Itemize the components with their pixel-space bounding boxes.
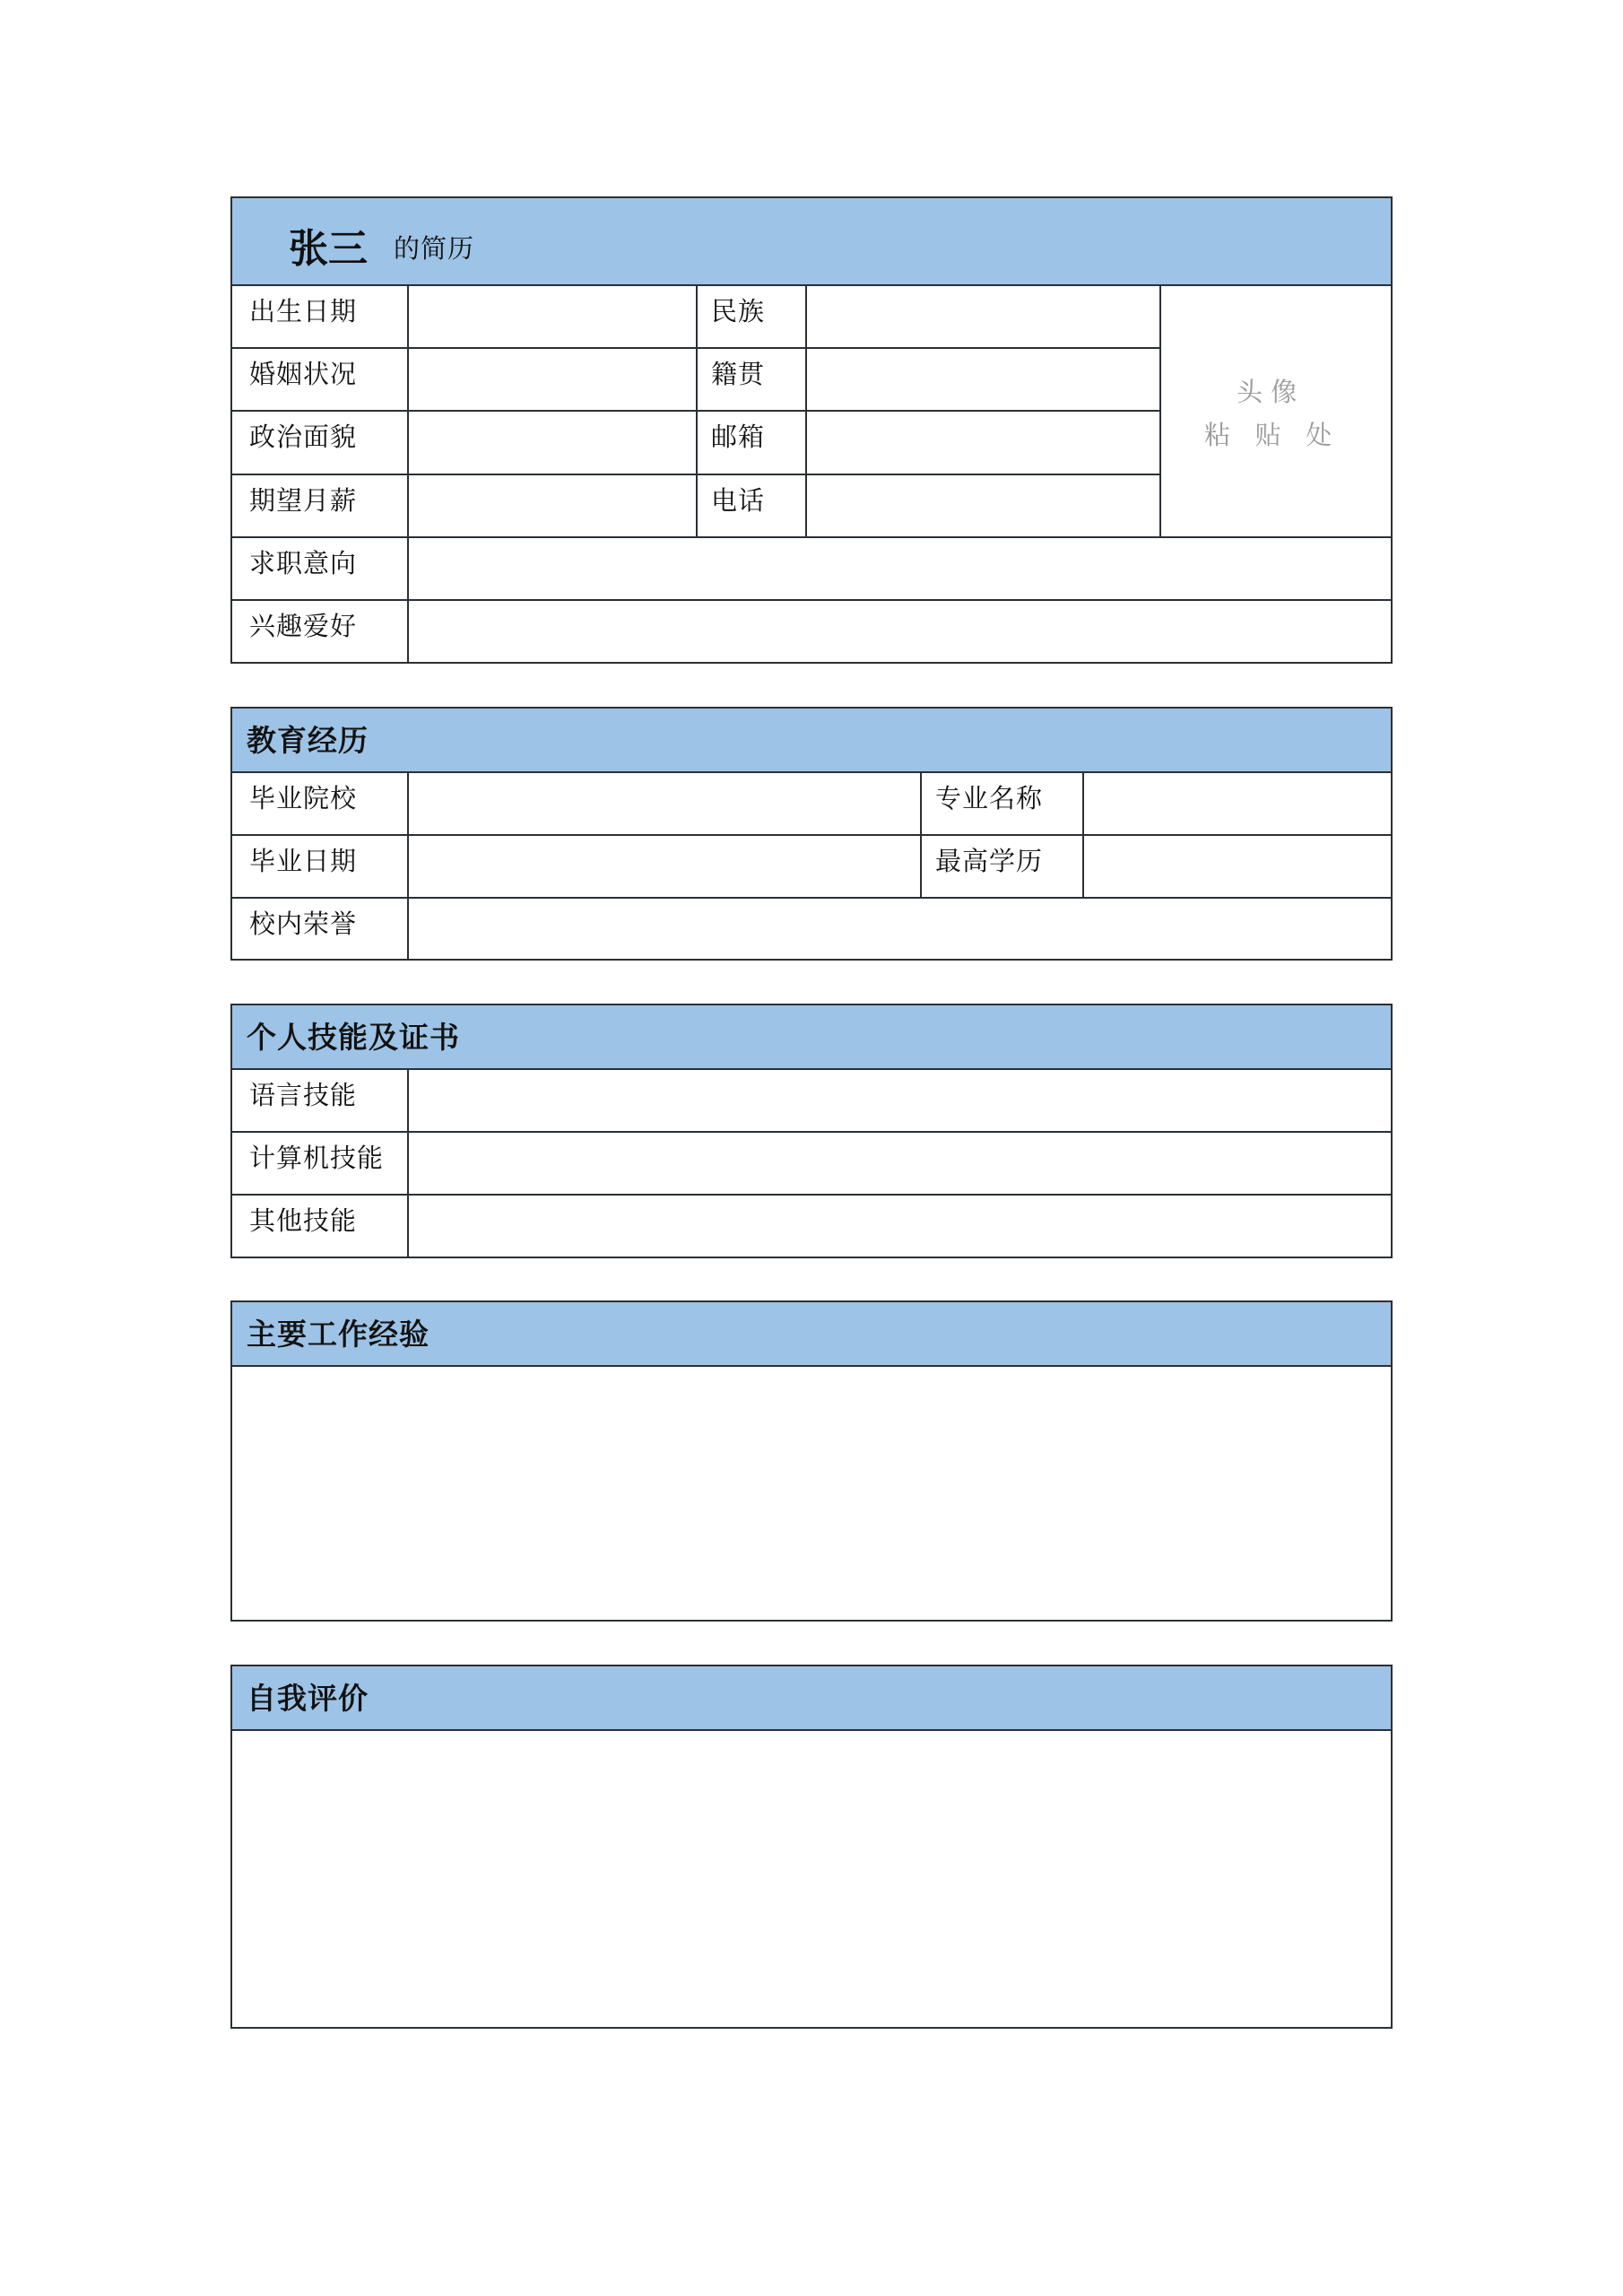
label-job-intention: 求职意向: [249, 548, 358, 578]
resume-title-suffix: 的简历: [394, 233, 475, 264]
photo-placeholder-line1: 头 像: [1237, 377, 1298, 407]
computer-skills-field[interactable]: [409, 1133, 1391, 1194]
graduation-date-field[interactable]: [409, 836, 920, 897]
major-field[interactable]: [1084, 773, 1391, 834]
label-political-status: 政治面貌: [249, 422, 358, 452]
ethnicity-field[interactable]: [807, 286, 1159, 347]
label-graduation-date: 毕业日期: [249, 846, 358, 876]
label-ethnicity: 民族: [711, 296, 766, 326]
label-birth-date: 出生日期: [249, 296, 358, 326]
label-highest-degree: 最高学历: [935, 846, 1044, 876]
label-campus-honors: 校内荣誉: [249, 909, 358, 939]
job-intention-field[interactable]: [409, 538, 1391, 599]
hobbies-field[interactable]: [409, 601, 1391, 662]
work-experience-title: 主要工作经验: [247, 1317, 430, 1352]
other-skills-field[interactable]: [409, 1196, 1391, 1257]
political-status-field[interactable]: [409, 412, 696, 474]
education-title: 教育经历: [247, 723, 369, 758]
school-field[interactable]: [409, 773, 920, 834]
skills-title: 个人技能及证书: [247, 1020, 460, 1055]
education-header: [232, 709, 1391, 773]
work-experience-table: [230, 1300, 1393, 1622]
work-experience-content[interactable]: [232, 1367, 1391, 1620]
self-evaluation-content[interactable]: [232, 1731, 1391, 2027]
resume-title-bar: [232, 198, 1391, 286]
label-major: 专业名称: [935, 783, 1044, 813]
label-phone: 电话: [711, 485, 766, 516]
basic-info-table: [230, 196, 1393, 664]
label-school: 毕业院校: [249, 783, 358, 813]
campus-honors-field[interactable]: [409, 899, 1391, 959]
self-evaluation-title: 自我评价: [247, 1681, 369, 1716]
self-evaluation-header: [232, 1666, 1391, 1731]
education-table: [230, 707, 1393, 961]
label-native-place: 籍贯: [711, 359, 766, 389]
marital-status-field[interactable]: [409, 349, 696, 410]
label-expected-salary: 期望月薪: [249, 485, 358, 516]
skills-header: [232, 1005, 1391, 1070]
photo-placeholder[interactable]: [1161, 286, 1391, 536]
label-email: 邮箱: [711, 422, 766, 452]
phone-field[interactable]: [807, 475, 1159, 536]
birth-date-field[interactable]: [409, 286, 696, 347]
label-hobbies: 兴趣爱好: [249, 611, 358, 641]
resume-name: 张三: [289, 226, 368, 272]
self-evaluation-table: [230, 1665, 1393, 2029]
email-field[interactable]: [807, 412, 1159, 474]
work-experience-header: [232, 1302, 1391, 1367]
label-computer-skills: 计算机技能: [249, 1143, 385, 1173]
label-language-skills: 语言技能: [249, 1080, 358, 1110]
label-other-skills: 其他技能: [249, 1205, 358, 1236]
native-place-field[interactable]: [807, 349, 1159, 410]
label-marital-status: 婚姻状况: [249, 359, 358, 389]
skills-table: [230, 1004, 1393, 1258]
language-skills-field[interactable]: [409, 1070, 1391, 1131]
expected-salary-field[interactable]: [409, 475, 696, 536]
highest-degree-field[interactable]: [1084, 836, 1391, 897]
photo-placeholder-line2: 粘 贴 处: [1204, 420, 1332, 450]
